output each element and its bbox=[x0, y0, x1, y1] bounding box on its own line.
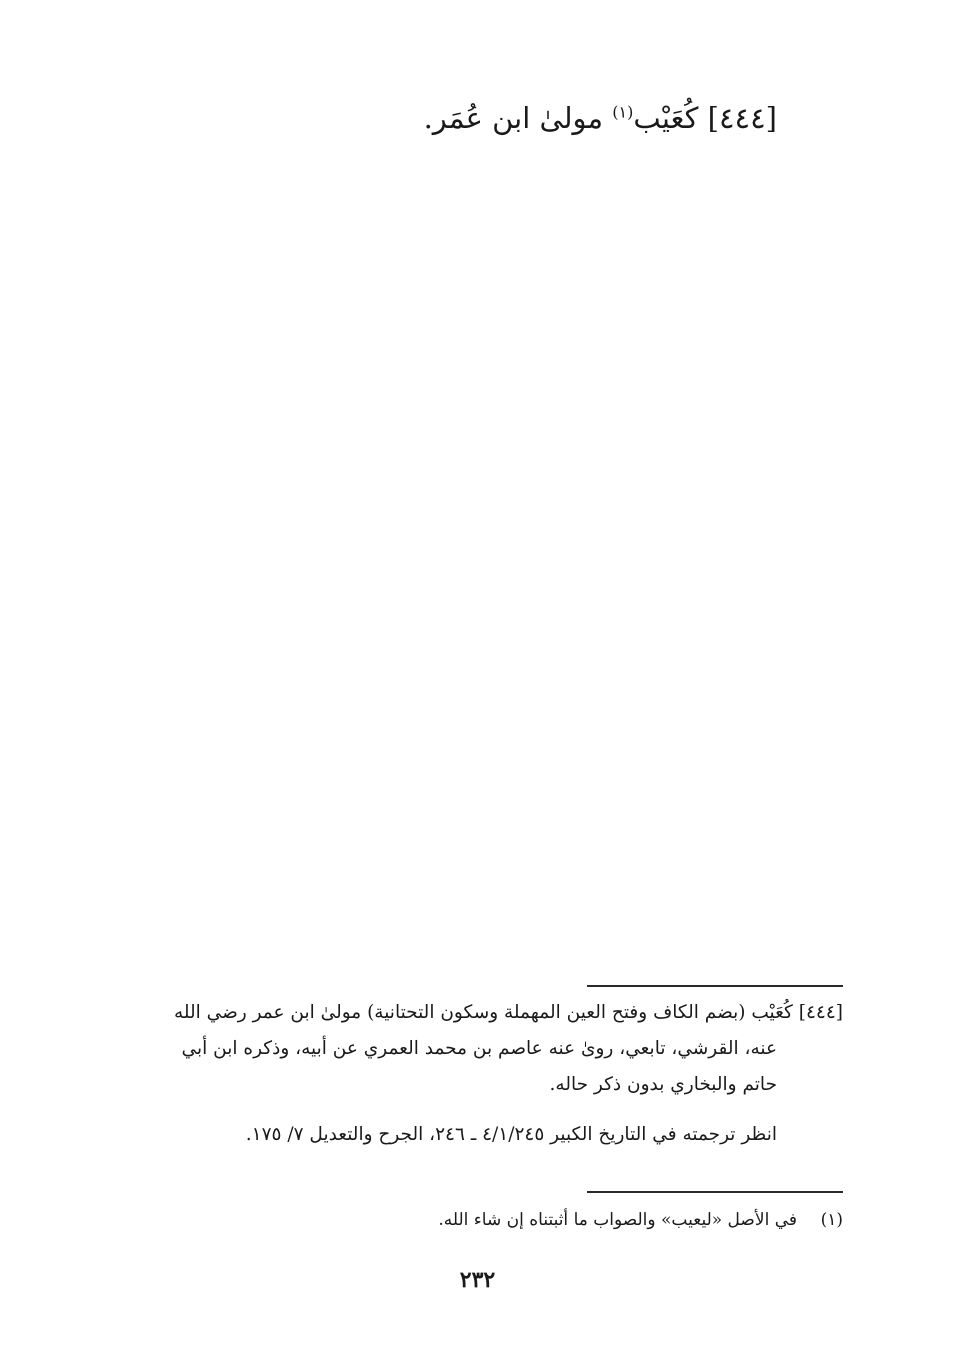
notes-see-also: انظر ترجمته في التاريخ الكبير ٤/١/٢٤٥ ـ ٢٤٦، الجرح والتعديل ٧/ ١٧٥. bbox=[245, 1124, 777, 1145]
footnote-number: (١) bbox=[820, 1210, 843, 1230]
notes-entry-lead: [٤٤٤] كُعَيْب bbox=[751, 1002, 843, 1023]
footnote bbox=[105, 1204, 843, 1236]
notes-text-line-2: عنه، القرشي، تابعي، روىٰ عنه عاصم بن محمد العمري عن أبيه، وذكره ابن أبي bbox=[181, 1038, 777, 1059]
page-number: ٢٣٢ bbox=[459, 1267, 496, 1293]
footnote-reference[interactable]: (١) bbox=[612, 102, 634, 122]
entry-name: كُعَيْب bbox=[633, 101, 699, 135]
notes-text-line-3: حاتم والبخاري بدون ذكر حاله. bbox=[549, 1074, 777, 1095]
entry-heading bbox=[424, 96, 777, 140]
notes-separator-rule bbox=[587, 985, 843, 987]
entry-description: مولىٰ ابن عُمَر. bbox=[423, 101, 604, 135]
notes-first-line bbox=[105, 995, 843, 1031]
footnote-text: في الأصل «ليعيب» والصواب ما أثبتناه إن شاء الله. bbox=[438, 1210, 797, 1230]
footnote-separator-rule bbox=[587, 1191, 843, 1193]
editor-notes bbox=[105, 995, 843, 1153]
entry-number: [٤٤٤] bbox=[707, 101, 777, 135]
notes-text-line-1: (بضم الكاف وفتح العين المهملة وسكون التحتانية) مولىٰ ابن عمر رضي الله bbox=[173, 1002, 746, 1023]
